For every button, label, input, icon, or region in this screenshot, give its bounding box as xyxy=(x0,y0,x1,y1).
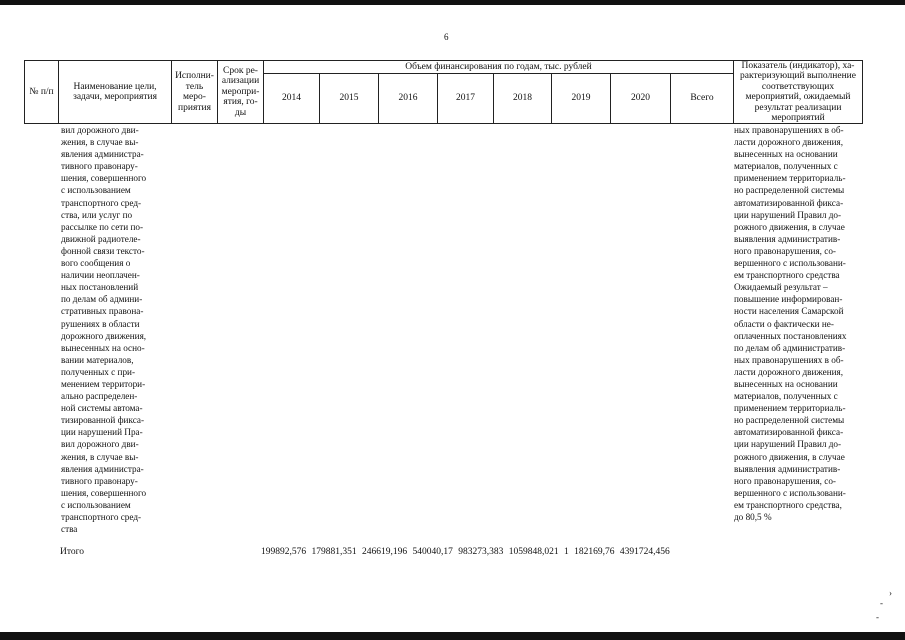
header-executor xyxy=(172,61,218,124)
text-line: по делам об административ- xyxy=(734,342,846,353)
indicator-description xyxy=(734,124,862,523)
text-line: оплаченных постановлениях xyxy=(734,330,847,341)
text-line: вил дорожного дви- xyxy=(61,439,139,450)
text-line: области о фактически не- xyxy=(734,318,834,329)
text-line: с использованием xyxy=(61,185,131,196)
header-executor-label: Исполни-тель меро-приятия xyxy=(175,71,214,113)
header-year-label: 2016 xyxy=(398,93,418,104)
text-line: движной радиотеле- xyxy=(61,233,141,244)
bottom-scan-border xyxy=(0,632,905,640)
header-year-2014 xyxy=(264,74,320,124)
scan-mark: - xyxy=(880,598,883,608)
text-line: жения, в случае вы- xyxy=(61,451,139,462)
table-header xyxy=(24,60,863,124)
header-name xyxy=(59,61,172,124)
header-year-2015 xyxy=(320,74,379,124)
text-line: выявления административ- xyxy=(734,233,841,244)
text-line: ции нарушений Правил до- xyxy=(734,439,842,450)
text-line: тивного правонару- xyxy=(61,161,138,172)
text-line: рожного движения, в случае xyxy=(734,221,845,232)
text-line: тизированной фикса- xyxy=(61,415,145,426)
header-indicator-label: Показатель (индикатор), ха-рактеризующий выполнение соответствующих мероприятий, ожидаемый результат реализации мероприятий xyxy=(740,61,856,123)
text-line: рассылке по сети по- xyxy=(61,221,144,232)
text-line: наличии неоплачен- xyxy=(61,270,140,281)
text-line: с использованием xyxy=(61,499,131,510)
header-year-label: 2017 xyxy=(456,93,475,104)
text-line: менением территори- xyxy=(61,378,146,389)
header-year-total xyxy=(671,74,734,124)
header-year-label: 2018 xyxy=(513,93,532,104)
header-year-2019 xyxy=(552,74,611,124)
measure-description xyxy=(61,124,163,535)
text-line: жения, в случае вы- xyxy=(61,137,139,148)
header-num xyxy=(25,61,59,124)
text-line: но распределенной системы xyxy=(734,185,845,196)
text-line: по делам об админи- xyxy=(61,294,143,305)
text-line: ласти дорожного движения, xyxy=(734,137,844,148)
text-line: рушениях в области xyxy=(61,318,140,329)
text-line: ции нарушений Пра- xyxy=(61,427,143,438)
text-line: выявления административ- xyxy=(734,463,841,474)
text-line: полученных с при- xyxy=(61,366,136,377)
text-line: ных постановлений xyxy=(61,282,139,293)
text-line: ально распределен- xyxy=(61,391,138,402)
header-funding-title-label: Объем финансирования по годам, тыс. рублей xyxy=(405,61,592,72)
text-line: ства xyxy=(61,524,78,535)
page-number: 6 xyxy=(444,32,449,42)
text-line: шения, совершенного xyxy=(61,487,147,498)
text-line: применением территориаль- xyxy=(734,173,846,184)
text-line: ного правонарушения, со- xyxy=(734,475,836,486)
text-line: вынесенных на осно- xyxy=(61,342,145,353)
text-line: ем транспортного средства xyxy=(734,270,840,281)
text-line: дорожного движения, xyxy=(61,330,147,341)
text-line: явления администра- xyxy=(61,463,144,474)
text-line: вании материалов, xyxy=(61,354,134,365)
text-line: ной системы автома- xyxy=(61,403,143,414)
header-name-label: Наименование цели, задачи, мероприятия xyxy=(73,81,157,102)
header-year-label: Всего xyxy=(690,93,714,104)
text-line: рожного движения, в случае xyxy=(734,451,845,462)
text-line: транспортного сред- xyxy=(61,512,142,522)
text-line: ных правонарушениях в об- xyxy=(734,125,844,135)
text-line: вынесенных на основании xyxy=(734,149,838,160)
header-year-2018 xyxy=(494,74,552,124)
total-label: Итого xyxy=(60,547,85,557)
text-line: материалов, полученных с xyxy=(734,391,838,402)
text-line: шения, совершенного xyxy=(61,173,147,184)
text-line: стративных правона- xyxy=(61,306,144,317)
text-line: ности населения Самарской xyxy=(734,306,844,317)
header-year-label: 2020 xyxy=(631,93,650,104)
text-line: ных правонарушениях в об- xyxy=(734,354,844,365)
header-year-label: 2014 xyxy=(282,93,301,104)
header-term-label: Срок ре-ализации меропри-ятия, го-ды xyxy=(221,65,260,118)
header-term xyxy=(218,61,264,124)
text-line: применением территориаль- xyxy=(734,403,846,414)
text-line: фонной связи тексто- xyxy=(61,245,145,256)
text-line: ем транспортного средства, xyxy=(734,499,842,510)
text-line: ства, или услуг по xyxy=(61,209,133,220)
text-line: автоматизированной фикса- xyxy=(734,427,844,438)
text-line: ции нарушений Правил до- xyxy=(734,209,842,220)
header-year-label: 2019 xyxy=(571,93,591,104)
text-line: вершенного с использовани- xyxy=(734,487,846,498)
text-line: вил дорожного дви- xyxy=(61,125,139,135)
top-scan-border xyxy=(0,0,905,5)
header-year-2017 xyxy=(438,74,494,124)
header-year-2020 xyxy=(611,74,671,124)
text-line: повышение информирован- xyxy=(734,294,843,305)
text-line: тивного правонару- xyxy=(61,475,138,486)
scan-mark: › xyxy=(889,588,892,598)
text-line: но распределенной системы xyxy=(734,415,845,426)
text-line: ласти дорожного движения, xyxy=(734,366,844,377)
header-year-label: 2015 xyxy=(339,93,359,104)
header-year-2016 xyxy=(379,74,438,124)
text-line: ного правонарушения, со- xyxy=(734,245,836,256)
text-line: явления администра- xyxy=(61,149,144,160)
text-line: вынесенных на основании xyxy=(734,378,838,389)
text-line: материалов, полученных с xyxy=(734,161,838,172)
header-indicator xyxy=(734,61,863,124)
text-line: Ожидаемый результат – xyxy=(734,282,828,293)
header-funding-title xyxy=(264,61,734,74)
header-num-label: № п/п xyxy=(29,86,54,97)
text-line: вершенного с использовани- xyxy=(734,258,846,269)
total-values: 199892,576 179881,351 246619,196 540040,17 983273,383 1059848,021 1 182169,76 4391724,456 xyxy=(261,547,670,557)
text-line: транспортного сред- xyxy=(61,197,142,208)
text-line: до 80,5 % xyxy=(734,512,772,522)
text-line: вого сообщения о xyxy=(61,258,131,269)
scan-mark: - xyxy=(876,612,879,622)
text-line: автоматизированной фикса- xyxy=(734,197,844,208)
